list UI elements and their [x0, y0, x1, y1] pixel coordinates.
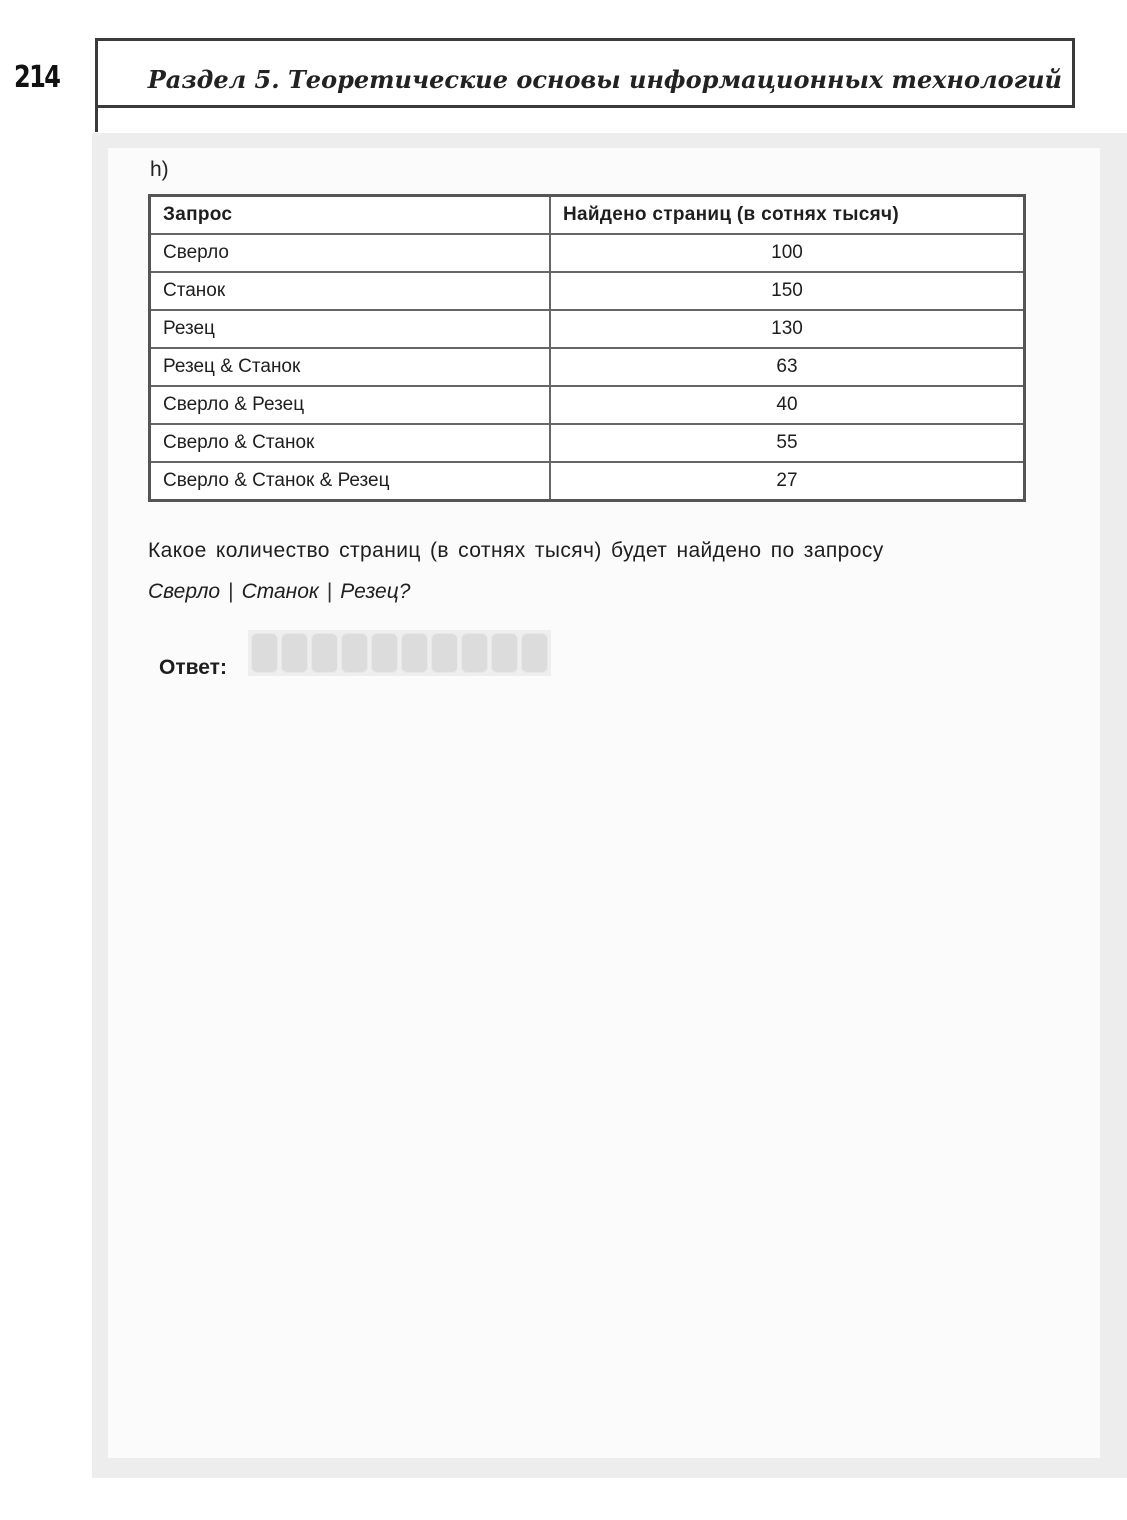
answer-cell[interactable]	[461, 633, 488, 673]
column-header-query: Запрос	[150, 196, 551, 235]
query-cell: Сверло & Резец	[150, 386, 551, 424]
table-row	[150, 424, 1025, 462]
query-expression	[148, 580, 410, 604]
query-cell: Резец	[150, 310, 551, 348]
task-label: h)	[150, 158, 169, 181]
answer-cell[interactable]	[431, 633, 458, 673]
answer-cell[interactable]	[311, 633, 338, 673]
question-mark: ?	[398, 580, 411, 603]
query-term-machine: Станок	[241, 580, 319, 603]
query-cell: Сверло & Станок & Резец	[150, 462, 551, 501]
header-tick	[95, 108, 98, 132]
found-cell: 63	[550, 348, 1025, 386]
query-cell: Сверло	[150, 234, 551, 272]
answer-cell[interactable]	[491, 633, 518, 673]
found-cell: 27	[550, 462, 1025, 501]
page-number: 214	[14, 60, 60, 95]
question-text: Какое количество страниц (в сотнях тысяч) будет найдено по запросу	[148, 539, 884, 562]
found-cell: 130	[550, 310, 1025, 348]
query-term-cutter: Резец	[340, 580, 399, 603]
query-cell: Резец & Станок	[150, 348, 551, 386]
section-header	[95, 38, 1075, 108]
or-separator: |	[228, 580, 234, 603]
table-header-row	[150, 196, 1025, 235]
answer-cell[interactable]	[371, 633, 398, 673]
table-row	[150, 462, 1025, 501]
answer-cell[interactable]	[521, 633, 548, 673]
answer-input-cells[interactable]	[248, 630, 551, 676]
found-cell: 55	[550, 424, 1025, 462]
section-title: Раздел 5. Теоретические основы информационных технологий	[147, 65, 1062, 94]
answer-cell[interactable]	[281, 633, 308, 673]
table-row	[150, 272, 1025, 310]
table-row	[150, 386, 1025, 424]
or-separator: |	[326, 580, 333, 603]
table-row	[150, 234, 1025, 272]
found-cell: 150	[550, 272, 1025, 310]
column-header-found: Найдено страниц (в сотнях тысяч)	[550, 196, 1025, 235]
query-term-drill: Сверло	[148, 580, 221, 603]
answer-cell[interactable]	[401, 633, 428, 673]
found-cell: 100	[550, 234, 1025, 272]
query-cell: Станок	[150, 272, 551, 310]
found-cell: 40	[550, 386, 1025, 424]
answer-cell[interactable]	[341, 633, 368, 673]
answer-cell[interactable]	[251, 633, 278, 673]
search-results-table	[148, 194, 1026, 502]
answer-label: Ответ:	[159, 656, 227, 679]
table-row	[150, 310, 1025, 348]
query-cell: Сверло & Станок	[150, 424, 551, 462]
table-row	[150, 348, 1025, 386]
